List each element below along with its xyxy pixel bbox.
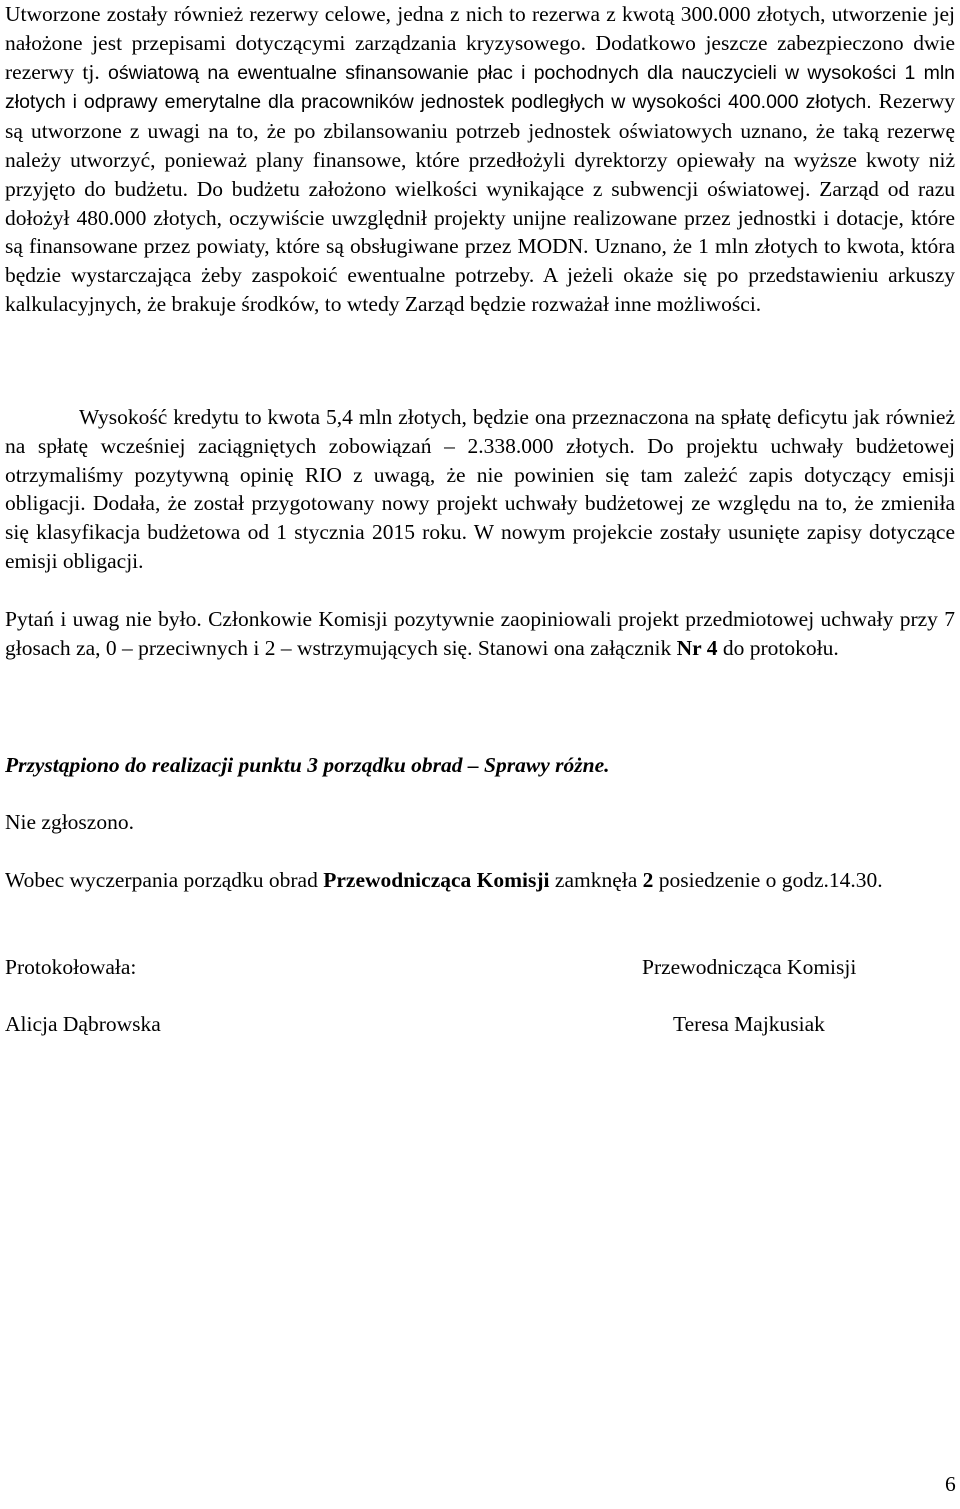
paragraph-vote-end: do protokołu. [717,635,839,660]
meeting-number: 2 [642,868,654,892]
paragraph-vote [5,605,955,663]
page-number: 6 [945,1472,956,1496]
recorder-name: Alicja Dąbrowska [5,1012,161,1036]
paragraph-closing-part-3: posiedzenie o godz.14.30. [653,868,883,892]
attachment-number: Nr 4 [676,635,718,660]
chairperson-label: Przewodnicząca Komisji [642,955,857,979]
paragraph-none-reported: Nie zgłoszono. [5,810,134,834]
section-heading: Przystąpiono do realizacji punktu 3 porządku obrad – Sprawy różne. [5,753,610,777]
paragraph-reserves-part-3: Rezerwy są utworzone z uwagi na to, że po zbilansowaniu potrzeb jednostek oświatowych uznano, że taką rezerwę należy utworzyć, ponieważ plany finansowe, które przedłożyli dyrektorzy opiewały na wyższe kwoty niż przyjęto do budżetu. Do budżetu założono wielkości wynikające z subwencji oświatowej. Zarząd od razu dołożył 480. [5,89,956,230]
paragraph-closing [5,866,955,895]
paragraph-reserves-part-2: oświatową na ewentualne sfinansowanie płac i pochodnych dla nauczycieli w wysokości 1 mln złotych i odprawy emerytalne dla pracowników jednostek podległych w wysokości 400.000 złotych. [5,61,955,114]
chairperson-title: Przewodnicząca Komisji [323,868,550,892]
paragraph-reserves-part-1: Utworzone zostały również rezerwy celowe, jedna z nich to rezerwa z kwotą 300.000 złotych, utworzenie jej nałożone jest przepisami dotyczącymi zarządzania kryzysowego. Dodatkowo jeszcze zabezpieczono dwie rezerwy tj. [5,2,955,84]
paragraph-closing-part-1: Wobec wyczerpania porządku obrad [5,868,324,892]
paragraph-closing-part-2: zamknęła [549,868,643,892]
recorder-label: Protokołowała: [5,955,137,979]
paragraph-reserves [5,0,955,319]
paragraph-vote-text: Pytań i uwag nie było. Członkowie Komisji pozytywnie zaopiniowali projekt przedmiotowej uchwały przy 7 głosach za, 0 – przeciwnych i 2 – wstrzymujących się. Stanowi ona załącznik [5,607,955,660]
paragraph-credit: Wysokość kredytu to kwota 5,4 mln złotych, będzie ona przeznaczona na spłatę deficytu jak również na spłatę wcześniej zaciągniętych zobowiązań – 2.338.000 złotych. Do projektu uchwały budżetowej otrzymaliśmy pozytywną opinię RIO z uwagą, że nie powinien się tam zależć zapis dotyczący emisji obligacji. Dodała, że został przygotowany nowy projekt uchwały budżetowej ze względu na to, że zmieniła się klasyfikacja budżetowa od 1 stycznia 2015 roku. W nowym projekcie zostały usunięte zapisy dotyczące emisji obligacji. [5,405,955,573]
paragraph-reserves-part-4: 000 złotych, oczywiście uwzględnił projekty unijne realizowane przez jednostki i dotacje, które są finansowane przez powiaty, które są obsługiwane przez MODN. Uznano, że 1 mln złotych to kwota, która będzie wystarczająca żeby zaspokoić ewentualne potrzeby. A jeżeli okaże się po przedstawieniu arkuszy kalkulacyjnych, że brakuje środków, to wtedy Zarząd będzie rozważał inne możliwości. [5,205,955,316]
chairperson-name: Teresa Majkusiak [673,1012,825,1036]
